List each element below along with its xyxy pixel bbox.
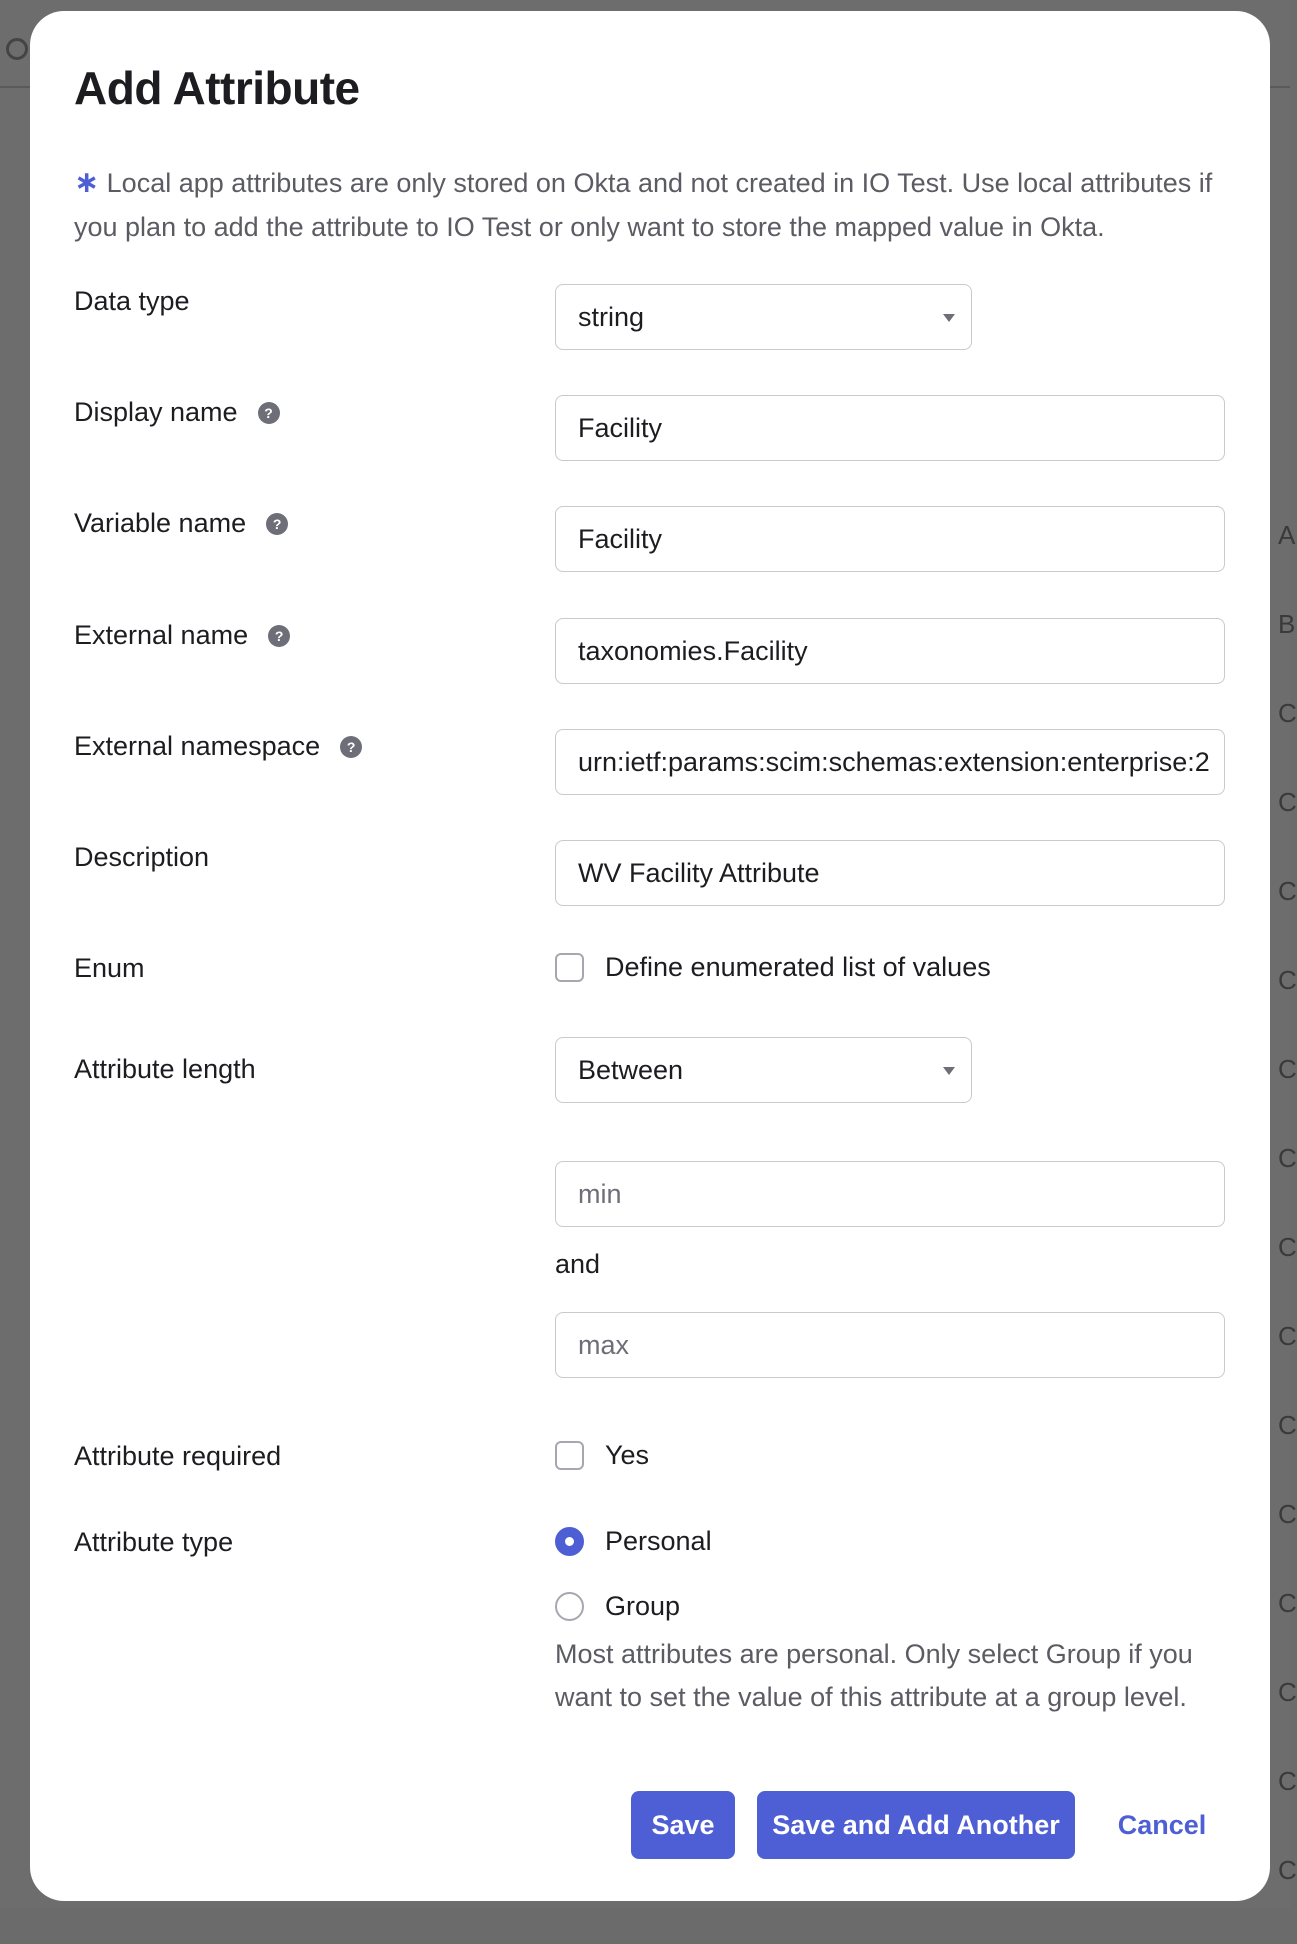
data-type-value: string	[578, 301, 645, 332]
background-column	[1278, 520, 1297, 1944]
enum-checkbox[interactable]	[555, 952, 991, 983]
enum-checkbox-label: Define enumerated list of values	[605, 952, 991, 982]
checkbox-box[interactable]	[555, 1441, 584, 1470]
display-name-value: Facility	[578, 412, 663, 443]
background-fragment: C	[1278, 876, 1297, 906]
attribute-required-label	[74, 1441, 281, 1472]
background-fragment: A	[1278, 520, 1296, 550]
external-namespace-label	[74, 731, 362, 762]
attribute-type-help-text: Most attributes are personal. Only select Group if you want to set the value of this attribute at a group level.	[555, 1639, 1193, 1712]
display-name-label-text: Display name	[74, 397, 238, 427]
variable-name-value: Facility	[578, 523, 663, 554]
external-name-input[interactable]	[555, 618, 1225, 684]
data-type-select[interactable]	[555, 284, 972, 350]
attribute-type-group-radio[interactable]	[555, 1591, 680, 1622]
description-value: WV Facility Attribute	[578, 857, 820, 888]
external-name-label-text: External name	[74, 620, 249, 650]
personal-option-label: Personal	[605, 1526, 712, 1556]
attribute-type-personal-radio[interactable]	[555, 1526, 712, 1557]
background-fragment: C	[1278, 787, 1297, 817]
save-button[interactable]: Save	[631, 1791, 735, 1859]
external-namespace-input[interactable]	[555, 729, 1225, 795]
enum-label-text: Enum	[74, 953, 145, 983]
help-icon[interactable]: ?	[258, 402, 280, 424]
search-icon	[6, 38, 28, 60]
attribute-length-select[interactable]	[555, 1037, 972, 1103]
chevron-down-icon	[943, 1067, 955, 1075]
help-icon[interactable]: ?	[340, 736, 362, 758]
dialog-title: Add Attribute	[74, 62, 360, 114]
description-input[interactable]	[555, 840, 1225, 906]
and-label: and	[555, 1249, 601, 1279]
background-fragment: C	[1278, 1232, 1297, 1262]
chevron-down-icon	[943, 314, 955, 322]
attribute-required-yes-label: Yes	[605, 1440, 650, 1470]
external-name-label	[74, 620, 290, 651]
description-label-text: Description	[74, 842, 210, 872]
note-text: Local app attributes are only stored on Okta and not created in IO Test. Use local attributes if you plan to add the attribute to IO Test or only want to store the mapped value in Okta.	[74, 168, 1213, 242]
max-placeholder: max	[578, 1329, 630, 1360]
data-type-label	[74, 286, 190, 317]
background-fragment: B	[1278, 609, 1296, 639]
background-fragment: C	[1278, 965, 1297, 995]
cancel-button[interactable]: Cancel	[1117, 1809, 1207, 1840]
background-fragment: C	[1278, 1321, 1297, 1351]
external-name-value: taxonomies.Facility	[578, 635, 808, 666]
attribute-length-value: Between	[578, 1054, 684, 1085]
background-fragment: C	[1278, 1143, 1297, 1173]
attribute-length-label-text: Attribute length	[74, 1054, 256, 1084]
variable-name-input[interactable]	[555, 506, 1225, 572]
attribute-type-label	[74, 1527, 233, 1558]
enum-label	[74, 953, 145, 984]
checkbox-box[interactable]	[555, 953, 584, 982]
add-attribute-dialog	[30, 11, 1270, 1901]
background-fragment: C	[1278, 1766, 1297, 1796]
variable-name-label	[74, 508, 288, 539]
background-fragment: C	[1278, 1855, 1297, 1885]
min-length-input[interactable]	[555, 1161, 1225, 1227]
asterisk-icon: ∗	[74, 166, 100, 199]
background-fragment: C	[1278, 1677, 1297, 1707]
attribute-length-label	[74, 1054, 256, 1085]
display-name-label	[74, 397, 280, 428]
display-name-input[interactable]	[555, 395, 1225, 461]
save-and-add-another-button[interactable]: Save and Add Another	[757, 1791, 1075, 1859]
background-fragment: C	[1278, 698, 1297, 728]
radio-selected-icon[interactable]	[555, 1527, 584, 1556]
variable-name-label-text: Variable name	[74, 508, 247, 538]
attribute-type-label-text: Attribute type	[74, 1527, 234, 1557]
background-fragment: C	[1278, 1054, 1297, 1084]
group-option-label: Group	[605, 1591, 681, 1621]
external-namespace-label-text: External namespace	[74, 731, 321, 761]
background-fragment: C	[1278, 1588, 1297, 1618]
local-attribute-note	[74, 161, 1244, 249]
background-fragment: C	[1278, 1499, 1297, 1529]
description-label	[74, 842, 209, 873]
min-placeholder: min	[578, 1178, 622, 1209]
external-namespace-value: urn:ietf:params:scim:schemas:extension:enterprise:2	[578, 746, 1210, 777]
max-length-input[interactable]	[555, 1312, 1225, 1378]
attribute-required-checkbox[interactable]	[555, 1440, 649, 1471]
data-type-label-text: Data type	[74, 286, 190, 316]
attribute-required-label-text: Attribute required	[74, 1441, 282, 1471]
help-icon[interactable]: ?	[266, 513, 288, 535]
radio-unselected-icon[interactable]	[555, 1592, 584, 1621]
background-fragment: C	[1278, 1410, 1297, 1440]
help-icon[interactable]: ?	[268, 625, 290, 647]
